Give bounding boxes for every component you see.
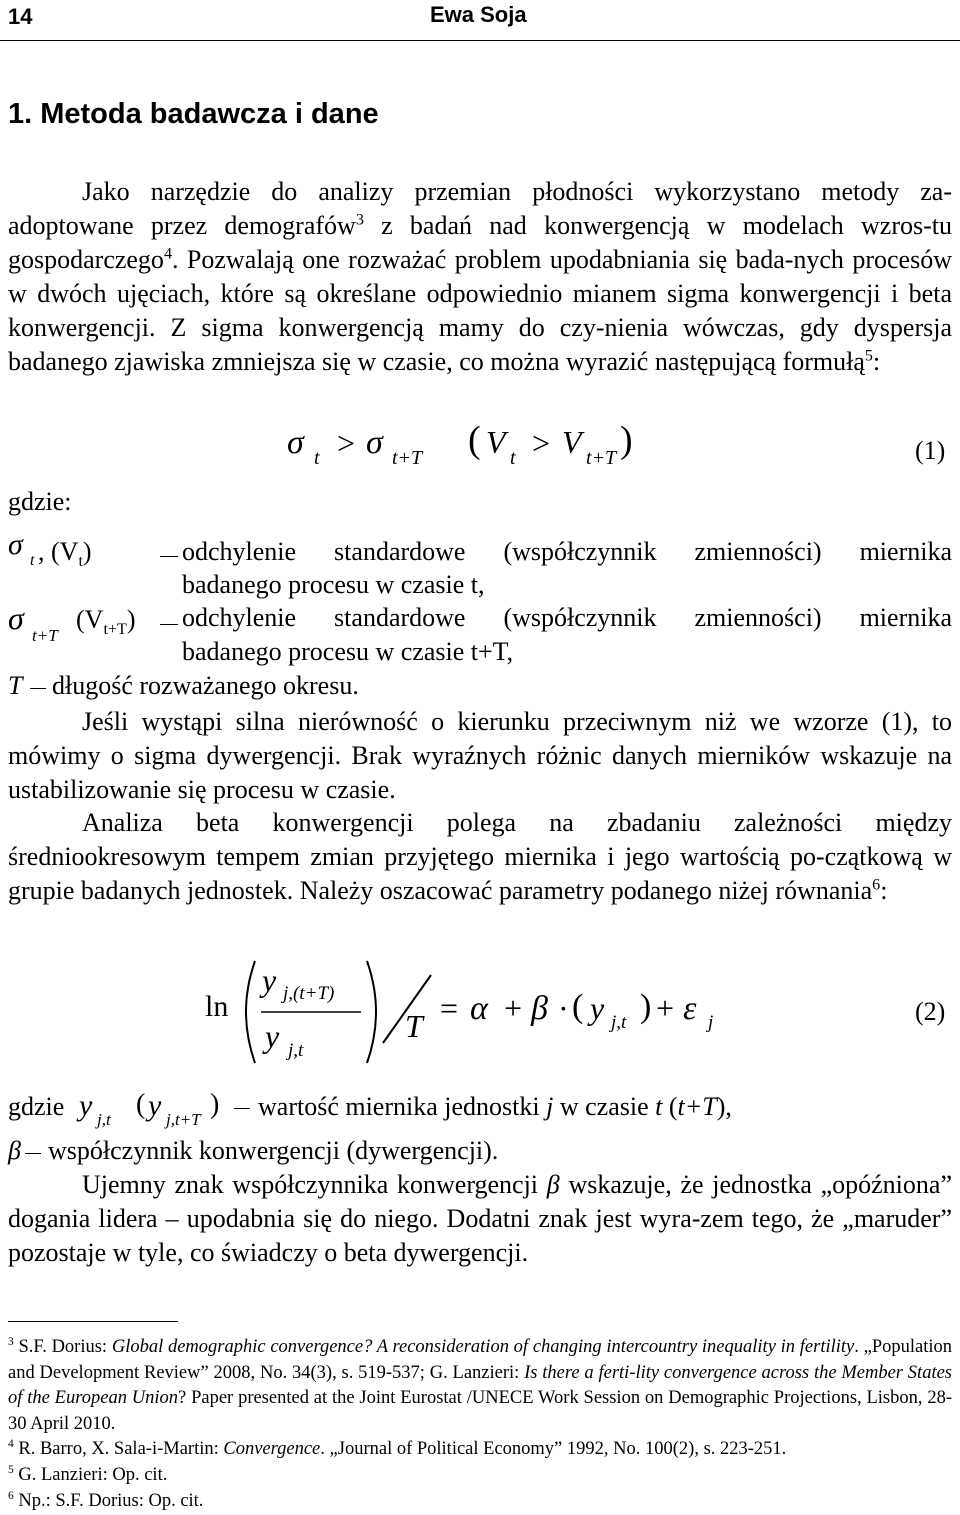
where-2-label: gdzie	[8, 1092, 65, 1121]
def2-sigma: σ	[8, 600, 24, 636]
def1-paren	[38, 537, 92, 571]
footnote-5	[8, 1463, 952, 1489]
formula-1-V-sub-t: t	[510, 447, 516, 469]
def2-text: odchylenie standardowe (współczynnik zmienności) miernika	[182, 603, 952, 632]
def1-text2: badanego procesu w czasie t,	[182, 570, 485, 599]
footnote-3-e: ? Paper presented at the Joint Eurostat /UNECE Work Session on Demographic Projections, Lisbon, 28-30 April 2010.	[8, 1388, 953, 1434]
formula-2-epsilon-sub: j	[708, 1012, 714, 1033]
footnote-ref-5: 5	[864, 347, 873, 365]
formula-1-V2: V	[562, 424, 582, 460]
where-2-t: t	[655, 1092, 663, 1121]
where-2-sub1: j,t	[97, 1110, 111, 1129]
formula-2-y-sub: j,t	[611, 1012, 627, 1033]
where-2-text: wartość miernika jednostki	[258, 1092, 547, 1121]
paragraph-beta	[8, 806, 952, 908]
footnote-5-num: 5	[8, 1463, 14, 1476]
formula-1-gt2: >	[532, 425, 551, 461]
paragraph-intro-end: :	[872, 347, 881, 376]
footnote-5-a: G. Lanzieri: Op. cit.	[18, 1465, 168, 1485]
where-2-tT: t+T	[677, 1092, 717, 1121]
def1-sigma: σ	[8, 528, 23, 561]
def2-paren-close: )	[126, 605, 136, 634]
def2-vsub: t+T	[103, 621, 127, 639]
def2-text2: badanego procesu w czasie t+T,	[182, 637, 514, 666]
footnote-4	[8, 1437, 952, 1463]
def1-text: odchylenie standardowe (współczynnik zmienności) miernika	[182, 537, 952, 566]
footnote-4-num: 4	[8, 1437, 14, 1450]
where-2-desc	[258, 1092, 732, 1122]
formula-2-rparen: )	[640, 988, 652, 1025]
formula-2-num-sub: j,(t+T)	[283, 983, 335, 1004]
paragraph-sign-beta: β	[546, 1170, 560, 1199]
def2-sub: t+T	[32, 626, 58, 645]
where-2-y2: y	[148, 1089, 162, 1122]
def2-dash	[160, 624, 178, 625]
formula-2-alpha: α	[470, 990, 488, 1027]
formula-1-lparen: (	[468, 419, 481, 461]
footnote-4-b: Convergence	[223, 1439, 321, 1459]
formula-1-number: (1)	[915, 436, 946, 465]
paragraph-sign-part1: Ujemny znak współczynnika konwergencji	[82, 1170, 547, 1199]
paragraph-sign	[8, 1168, 952, 1270]
def3-dash	[30, 688, 46, 689]
where-2-close: ),	[716, 1092, 732, 1121]
footnote-3-d: Is there a ferti-lity convergence across the Member States of the European Union	[8, 1362, 952, 1408]
def1-paren-open: , (V	[38, 537, 79, 566]
def2-paren-open: (V	[76, 605, 104, 634]
formula-2-right-bracket	[367, 961, 376, 1063]
formula-1-gt: >	[337, 425, 356, 461]
footnote-3-a: S.F. Dorius:	[18, 1337, 112, 1357]
where-2-sub2: j,t+T	[166, 1110, 201, 1129]
formula-1-V-sub-tT: t+T	[586, 447, 617, 469]
paragraph-beta-end: :	[880, 876, 888, 905]
footnote-4-c: . „Journal of Political Economy” 1992, No. 100(2), s. 223-251.	[320, 1439, 787, 1459]
section-title: 1. Metoda badawcza i dane	[8, 98, 379, 130]
formula-2-epsilon: ε	[683, 990, 697, 1027]
paragraph-intro-part1: Jako narzędzie do analizy przemian płodności wykorzystano metody za-adoptowane przez demografów	[8, 177, 952, 240]
page-header	[0, 0, 960, 41]
formula-2-T: T	[405, 1008, 423, 1044]
where-2-dash	[234, 1108, 250, 1109]
formula-2-y: y	[590, 990, 605, 1026]
footnote-rule	[8, 1321, 178, 1322]
footnote-3	[8, 1335, 952, 1437]
paragraph-divergence: Jeśli wystąpi silna nierówność o kierunku przeciwnym niż we wzorze (1), to mówimy o sigma dywergencji. Brak wyraźnych różnic danych mierników wskazuje na ustabilizowanie się procesu w czasie.	[8, 707, 952, 804]
formula-2-lparen: (	[572, 988, 584, 1025]
paragraph-sign-part2: wskazuje, że jednostka „opóźniona” dogania lidera – upodabnia się do niego. Dodatni znak jest wyra-zem tego, że „maruder” pozostaje w tyle, co świadczy o beta dywergencji.	[8, 1170, 952, 1267]
footnote-3-b: Global demographic convergence? A reconsideration of changing intercountry inequality in fertility	[111, 1337, 855, 1357]
where-2-y: y	[79, 1089, 93, 1122]
formula-2-eq: =	[440, 990, 459, 1026]
beta-def-symbol: β	[8, 1136, 21, 1165]
formula-2-dot: ·	[558, 990, 569, 1026]
def3-T: T	[8, 671, 23, 700]
footnote-4-a: R. Barro, X. Sala-i-Martin:	[18, 1439, 224, 1459]
paragraph-intro-part2: z badań nad konwergencją w modelach wzros-tu gospodarczego	[8, 211, 953, 274]
formula-1-rparen: )	[620, 419, 633, 461]
where-2-open: (	[662, 1092, 678, 1121]
footnote-ref-3: 3	[355, 211, 364, 229]
formula-1-sub-tT: t+T	[392, 447, 423, 469]
formula-1-V: V	[486, 424, 506, 460]
where-2-mid: w czasie	[553, 1092, 656, 1121]
footnote-6-a: Np.: S.F. Dorius: Op. cit.	[18, 1491, 204, 1511]
footnote-6	[8, 1489, 952, 1515]
formula-1-sigma: σ	[287, 424, 304, 461]
page-number: 14	[8, 4, 33, 29]
formula-2-num-y: y	[262, 962, 277, 998]
def1-sub: t	[30, 552, 35, 569]
paragraph-beta-text: Analiza beta konwergencji polega na zbadaniu zależności między średniookresowym tempem zmian przyjętego miernika i jego wartością po-czątkową w grupie badanych jednostek. Należy oszacować parametry podanego niżej równania	[8, 808, 952, 905]
formula-2-ln: ln	[205, 990, 229, 1023]
where-2-j: j	[546, 1092, 554, 1121]
formula-2-left-bracket	[246, 961, 255, 1063]
formula-2-plus2: +	[656, 990, 675, 1026]
running-author: Ewa Soja	[430, 2, 527, 27]
where-label: gdzie:	[8, 487, 72, 516]
def1-dash	[160, 556, 178, 557]
paragraph-intro	[8, 175, 952, 379]
def1-vsub: t	[78, 553, 83, 571]
formula-2-beta: β	[531, 990, 548, 1027]
footnote-ref-4: 4	[163, 245, 172, 263]
def1-paren-close: )	[82, 537, 92, 566]
formula-2-den-sub: j,t	[288, 1040, 304, 1061]
beta-def-text: współczynnik konwergencji (dywergencji).	[48, 1136, 499, 1165]
formula-2-den-y: y	[265, 1018, 280, 1054]
formula-2-plus: +	[504, 990, 523, 1026]
footnote-ref-6: 6	[872, 876, 881, 894]
beta-def-dash	[25, 1153, 41, 1154]
formula-2-number: (2)	[915, 997, 946, 1026]
where-2-rparen: )	[210, 1089, 220, 1120]
footnote-6-num: 6	[8, 1489, 14, 1502]
formula-1-sub-t: t	[314, 447, 320, 469]
footnote-3-c: . „Population and Development Review” 2008, No. 34(3), s. 519-537; G. Lanzieri:	[8, 1337, 952, 1383]
paragraph-intro-part3: . Pozwalają one rozważać problem upodabniania się bada-nych procesów w dwóch ujęciach, które są określane odpowiednio mianem sigma konwergencji i beta konwergencji. Z sigma konwergencją mamy do czy-nienia wówczas, gdy dyspersja badanego zjawiska zmniejsza się w czasie, co można wyrazić następującą formułą	[8, 245, 952, 376]
def2-paren	[76, 605, 136, 639]
formula-1-sigma2: σ	[366, 424, 383, 461]
def3-text: długość rozważanego okresu.	[52, 671, 359, 700]
where-2-lparen: (	[136, 1089, 146, 1120]
footnote-3-num: 3	[8, 1335, 14, 1348]
